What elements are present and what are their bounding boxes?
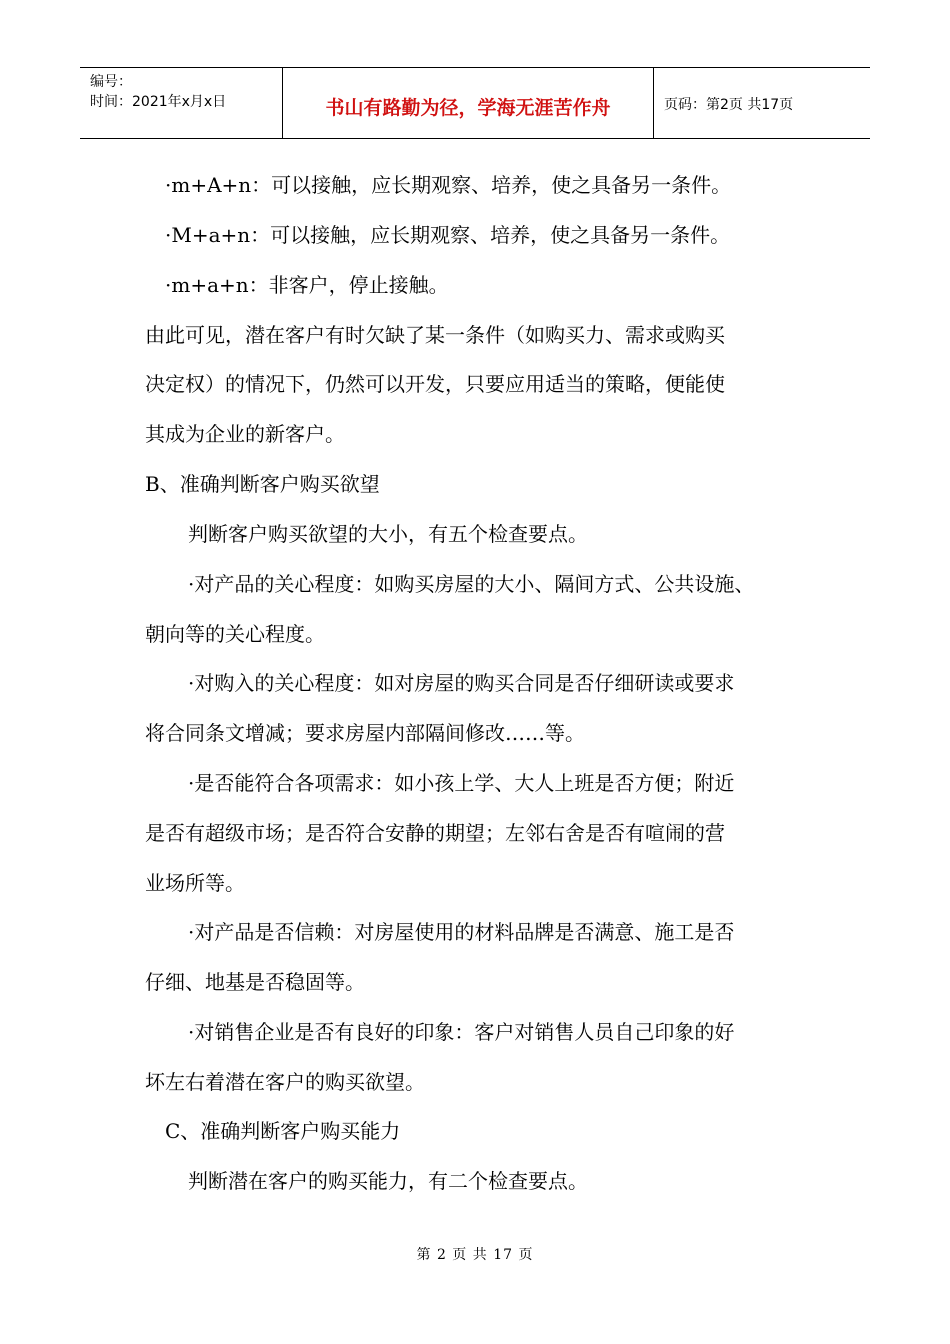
paragraph-line: 坏左右着潜在客户的购买欲望。	[145, 1070, 425, 1094]
paragraph-line: 将合同条文增减；要求房屋内部隔间修改……等。	[145, 721, 585, 745]
paragraph-line: ·M+a+n：可以接触，应长期观察、培养，使之具备另一条件。	[165, 223, 731, 247]
paragraph-line: 朝向等的关心程度。	[145, 622, 325, 646]
paragraph-line: 由此可见，潜在客户有时欠缺了某一条件（如购买力、需求或购买	[145, 323, 725, 347]
paragraph-line: 决定权）的情况下，仍然可以开发，只要应用适当的策略，便能使	[145, 372, 725, 396]
paragraph-line: 其成为企业的新客户。	[145, 422, 345, 446]
paragraph-line: 判断潜在客户的购买能力，有二个检查要点。	[188, 1169, 588, 1193]
paragraph-line: 是否有超级市场；是否符合安静的期望；左邻右舍是否有喧闹的营	[145, 821, 725, 845]
paragraph-line: ·对购入的关心程度：如对房屋的购买合同是否仔细研读或要求	[188, 671, 735, 695]
paragraph-line: ·是否能符合各项需求：如小孩上学、大人上班是否方便；附近	[188, 771, 735, 795]
header-motto-cell	[283, 68, 654, 138]
header-page-info: 页码：第2页 共17页	[664, 97, 794, 113]
paragraph-line: ·m+A+n：可以接触，应长期观察、培养，使之具备另一条件。	[165, 173, 732, 197]
paragraph-line: 仔细、地基是否稳固等。	[145, 970, 365, 994]
page-footer: 第 2 页 共 17 页	[416, 1247, 534, 1263]
paragraph-line: ·对产品是否信赖：对房屋使用的材料品牌是否满意、施工是否	[188, 920, 735, 944]
paragraph-line: 业场所等。	[145, 871, 245, 895]
header-motto: 书山有路勤为径，学海无涯苦作舟	[325, 97, 611, 119]
header-meta-cell	[80, 68, 283, 138]
document-time-label: 时间：2021年x月x日	[90, 94, 227, 110]
document-header	[80, 67, 870, 139]
section-heading: B、准确判断客户购买欲望	[145, 472, 380, 496]
header-page-cell	[654, 68, 870, 138]
paragraph-line: 判断客户购买欲望的大小，有五个检查要点。	[188, 522, 588, 546]
paragraph-line: ·对销售企业是否有良好的印象：客户对销售人员自己印象的好	[188, 1020, 735, 1044]
section-heading: C、准确判断客户购买能力	[165, 1119, 401, 1143]
paragraph-line: ·对产品的关心程度：如购买房屋的大小、隔间方式、公共设施、	[188, 572, 755, 596]
document-number-label: 编号：	[90, 74, 132, 90]
paragraph-line: ·m+a+n：非客户，停止接触。	[165, 273, 449, 297]
